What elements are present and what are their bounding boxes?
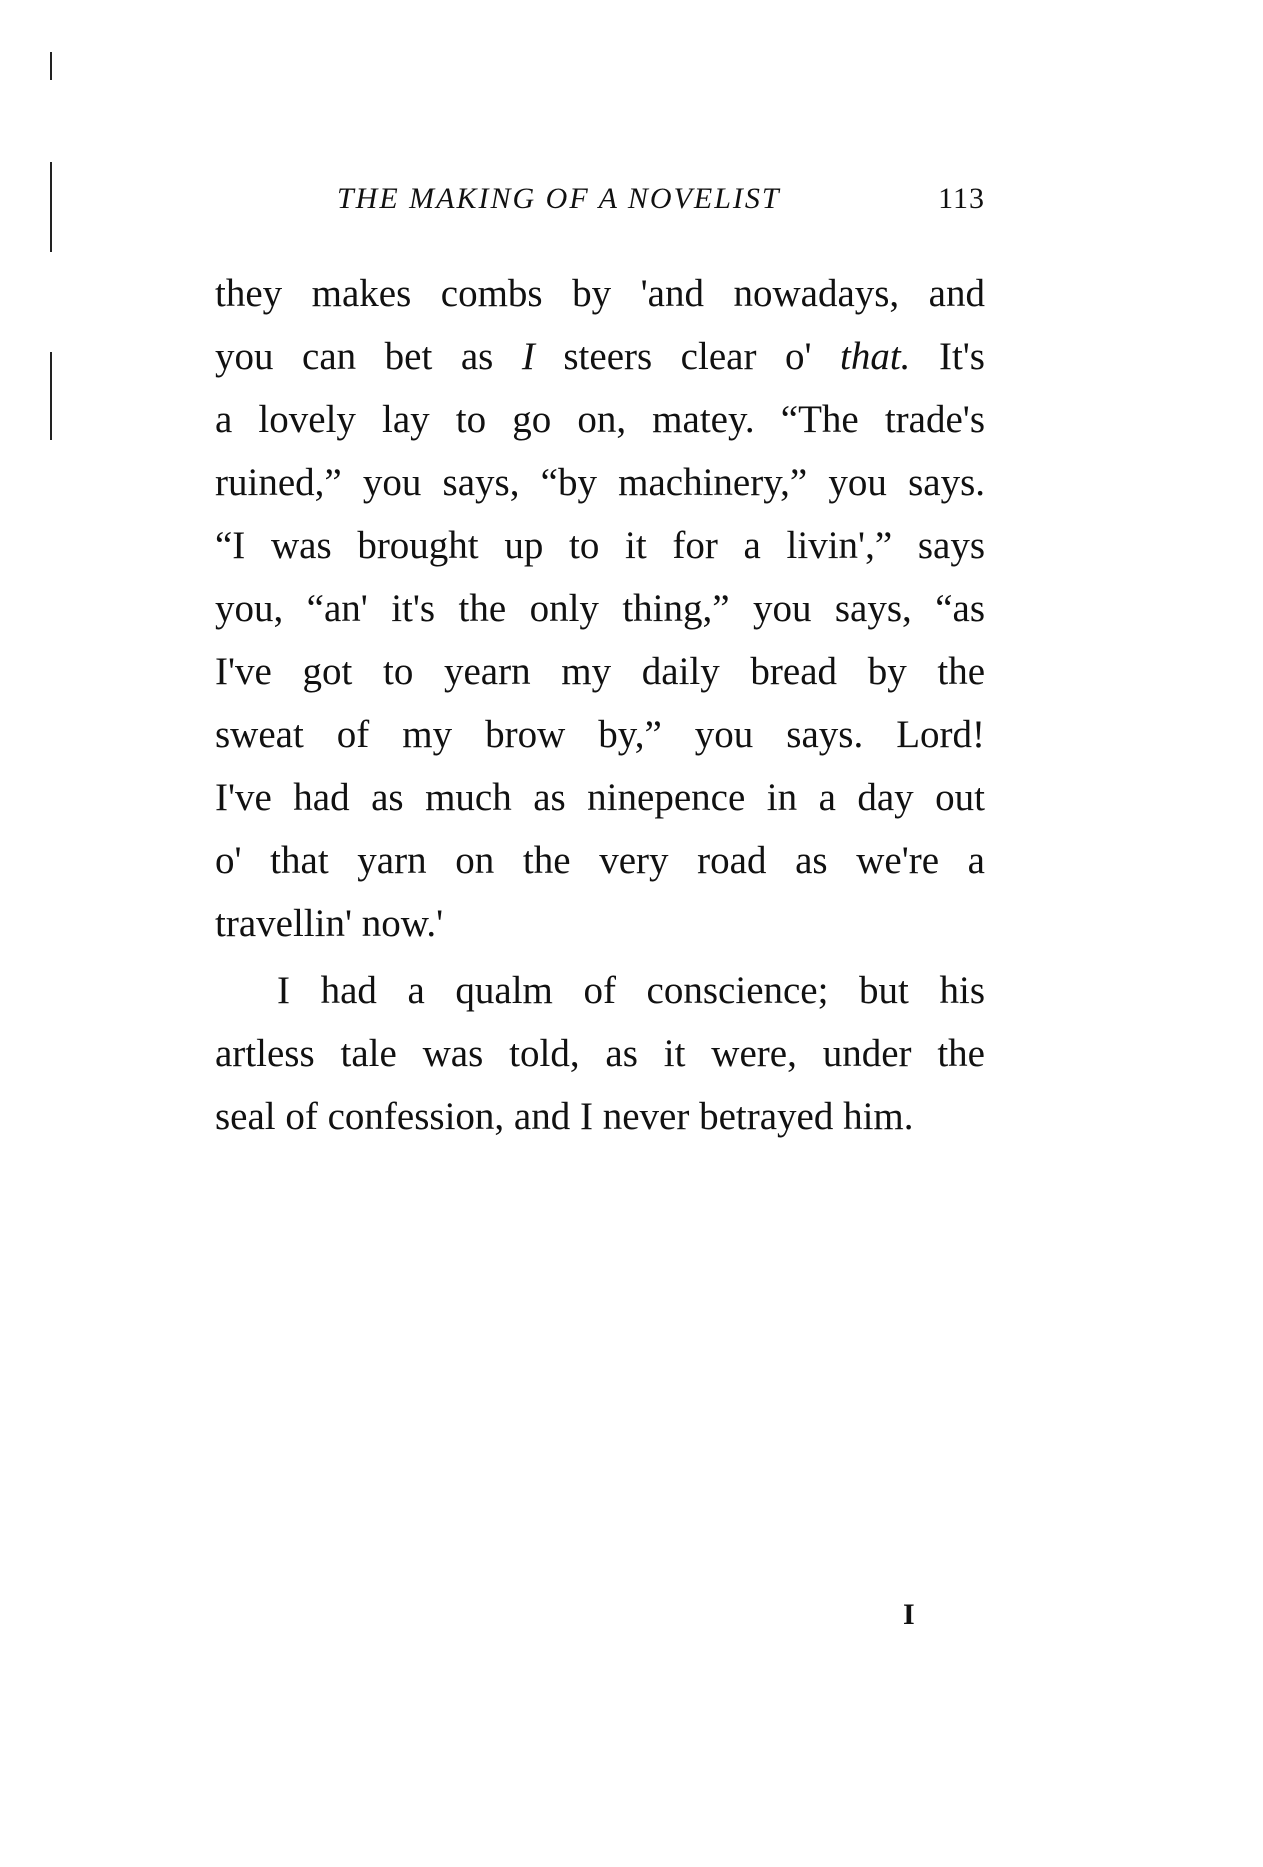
running-head [215, 182, 985, 222]
text-line [215, 959, 985, 1022]
text-line [215, 325, 985, 388]
scan-artifact [50, 52, 52, 80]
text-run: ruined,” you says, “by machinery,” you says. [215, 461, 985, 504]
text-run: “I was brought up to it for a livin',” says [215, 524, 985, 567]
italic-run: I [521, 335, 535, 378]
text-run: I've had as much as ninepence in a day out [215, 776, 985, 819]
text-line [215, 703, 985, 766]
scan-artifact [50, 352, 52, 440]
paragraph [215, 959, 985, 1148]
text-run: I've got to yearn my daily bread by the [215, 650, 985, 693]
text-line [215, 829, 985, 892]
text-run: seal of confession, and I never betrayed him. [215, 1095, 914, 1138]
signature-mark: I [903, 1598, 915, 1631]
text-run: you can bet as [215, 335, 522, 378]
text-line [215, 388, 985, 451]
text-line [215, 640, 985, 703]
text-line [215, 1085, 985, 1148]
text-run: a lovely lay to go on, matey. “The trade's [215, 398, 985, 441]
text-line [215, 1022, 985, 1085]
text-line [215, 766, 985, 829]
body-text [215, 262, 985, 1148]
italic-run: that. [840, 335, 911, 378]
page-number: 113 [938, 182, 985, 215]
text-line [215, 892, 985, 955]
text-run: artless tale was told, as it were, under the [215, 1032, 985, 1075]
text-run: sweat of my brow by,” you says. Lord! [215, 713, 985, 756]
text-run: they makes combs by 'and nowadays, and [215, 272, 985, 315]
running-title: THE MAKING OF A NOVELIST [337, 182, 781, 215]
text-run: you, “an' it's the only thing,” you says, “as [215, 587, 985, 630]
paragraph [215, 262, 985, 955]
text-run: travellin' now.' [215, 902, 444, 945]
text-run: o' that yarn on the very road as we're a [215, 839, 985, 882]
text-run: It's [910, 335, 985, 378]
text-run: steers clear o' [534, 335, 841, 378]
scan-artifact [50, 162, 52, 252]
text-line [215, 451, 985, 514]
text-line [215, 514, 985, 577]
text-line [215, 262, 985, 325]
text-line [215, 577, 985, 640]
text-run: I had a qualm of conscience; but his [277, 969, 985, 1012]
